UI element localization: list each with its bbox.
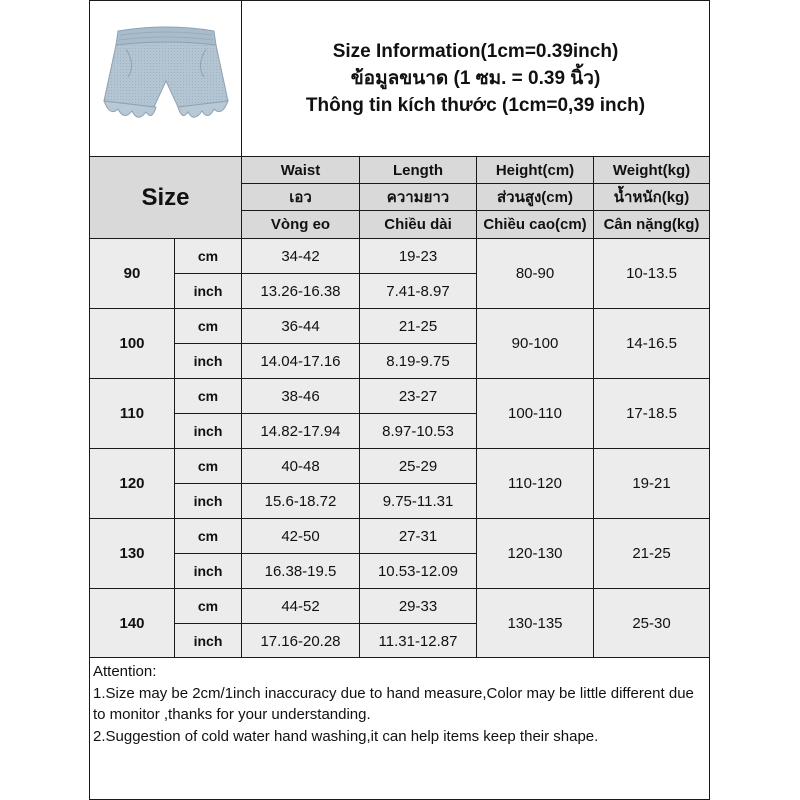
unit-label-inch: inch <box>174 413 242 449</box>
unit-label-inch: inch <box>174 553 242 589</box>
length-inch-cell: 8.97-10.53 <box>359 413 477 449</box>
height-cell: 120-130 <box>476 518 594 589</box>
column-header-2-th: ความยาว <box>359 183 477 211</box>
notes-line-1: 1.Size may be 2cm/1inch inaccuracy due to hand measure,Color may be little different due to monitor ,thanks for your understanding. <box>93 684 694 723</box>
length-inch-cell: 9.75-11.31 <box>359 483 477 519</box>
notes-heading: Attention: <box>93 663 157 680</box>
waist-inch-cell: 13.26-16.38 <box>241 273 360 309</box>
height-cell: 80-90 <box>476 238 594 309</box>
waist-cm-cell: 36-44 <box>241 308 360 344</box>
column-header-2-en: Length <box>359 156 477 184</box>
waist-inch-cell: 17.16-20.28 <box>241 623 360 659</box>
column-header-2-vi: Chiều dài <box>359 210 477 239</box>
denim-shorts-image <box>96 21 236 136</box>
size-header: Size <box>89 156 242 239</box>
length-cm-cell: 29-33 <box>359 588 477 624</box>
waist-inch-cell: 15.6-18.72 <box>241 483 360 519</box>
column-header-3-vi: Chiều cao(cm) <box>476 210 594 239</box>
unit-label-cm: cm <box>174 588 242 624</box>
weight-cell: 17-18.5 <box>593 378 710 449</box>
column-header-1-th: เอว <box>241 183 360 211</box>
column-header-1-vi: Vòng eo <box>241 210 360 239</box>
size-label: 120 <box>89 448 175 519</box>
notes-line-2: 2.Suggestion of cold water hand washing,it can help items keep their shape. <box>93 727 599 745</box>
length-cm-cell: 23-27 <box>359 378 477 414</box>
title-block <box>241 0 710 157</box>
length-cm-cell: 21-25 <box>359 308 477 344</box>
weight-cell: 14-16.5 <box>593 308 710 379</box>
unit-label-cm: cm <box>174 308 242 344</box>
waist-inch-cell: 14.82-17.94 <box>241 413 360 449</box>
waist-inch-cell: 14.04-17.16 <box>241 343 360 379</box>
size-label: 110 <box>89 378 175 449</box>
length-cm-cell: 25-29 <box>359 448 477 484</box>
unit-label-cm: cm <box>174 448 242 484</box>
waist-cm-cell: 40-48 <box>241 448 360 484</box>
column-header-3-en: Height(cm) <box>476 156 594 184</box>
weight-cell: 25-30 <box>593 588 710 659</box>
height-cell: 130-135 <box>476 588 594 659</box>
length-inch-cell: 10.53-12.09 <box>359 553 477 589</box>
waist-inch-cell: 16.38-19.5 <box>241 553 360 589</box>
waist-cm-cell: 44-52 <box>241 588 360 624</box>
height-cell: 110-120 <box>476 448 594 519</box>
size-label: 100 <box>89 308 175 379</box>
unit-label-inch: inch <box>174 343 242 379</box>
unit-label-cm: cm <box>174 378 242 414</box>
unit-label-inch: inch <box>174 483 242 519</box>
weight-cell: 21-25 <box>593 518 710 589</box>
size-label: 140 <box>89 588 175 659</box>
length-cm-cell: 27-31 <box>359 518 477 554</box>
column-header-4-th: น้ำหนัก(kg) <box>593 183 710 211</box>
weight-cell: 19-21 <box>593 448 710 519</box>
column-header-4-en: Weight(kg) <box>593 156 710 184</box>
unit-label-cm: cm <box>174 238 242 274</box>
product-image-cell <box>89 0 242 157</box>
weight-cell: 10-13.5 <box>593 238 710 309</box>
title-english: Size Information(1cm=0.39inch) <box>332 41 619 62</box>
length-inch-cell: 8.19-9.75 <box>359 343 477 379</box>
waist-cm-cell: 42-50 <box>241 518 360 554</box>
column-header-4-vi: Cân nặng(kg) <box>593 210 710 239</box>
unit-label-inch: inch <box>174 273 242 309</box>
size-label: 130 <box>89 518 175 589</box>
title-thai: ข้อมูลขนาด (1 ซม. = 0.39 นิ้ว) <box>350 68 601 89</box>
title-vietnamese: Thông tin kích thước (1cm=0,39 inch) <box>305 95 646 116</box>
length-inch-cell: 7.41-8.97 <box>359 273 477 309</box>
size-label: 90 <box>89 238 175 309</box>
height-cell: 100-110 <box>476 378 594 449</box>
attention-notes <box>89 657 710 800</box>
column-header-1-en: Waist <box>241 156 360 184</box>
waist-cm-cell: 38-46 <box>241 378 360 414</box>
column-header-3-th: ส่วนสูง(cm) <box>476 183 594 211</box>
length-cm-cell: 19-23 <box>359 238 477 274</box>
length-inch-cell: 11.31-12.87 <box>359 623 477 659</box>
waist-cm-cell: 34-42 <box>241 238 360 274</box>
unit-label-inch: inch <box>174 623 242 659</box>
height-cell: 90-100 <box>476 308 594 379</box>
unit-label-cm: cm <box>174 518 242 554</box>
